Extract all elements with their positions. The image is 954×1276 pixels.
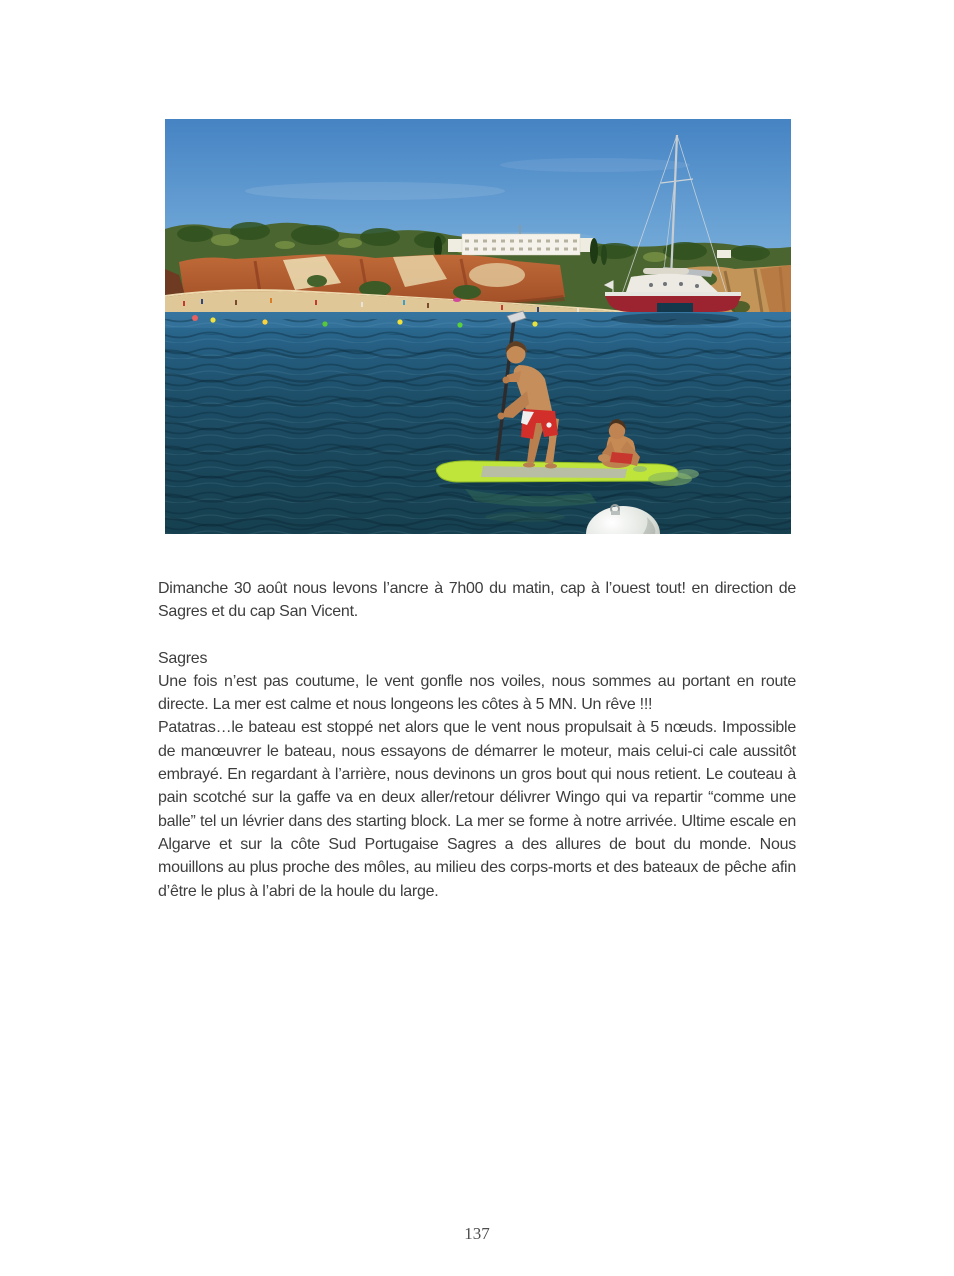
board-shadow [439, 481, 675, 491]
page-number: 137 [464, 1224, 490, 1243]
photo-paddleboard-bay [165, 119, 791, 534]
section-heading-sagres: Sagres [158, 649, 208, 667]
body-text [158, 577, 796, 903]
paragraph-patatras: Patatras…le bateau est stoppé net alors que le vent nous propulsait à 5 nœuds. Impossible de manœuvrer le bateau, nous essayons de démarrer le moteur, mais celui-ci cale aussitôt embrayé. En regardant à l’arrière, nous devinons un gros bout qui nous retient. Le couteau à pain scotché sur la gaffe va en deux aller/retour délivrer Wingo qui va repartir “comme une balle” tel un lévrier dans des starting block. La mer se forme à notre arrivée. Ultime escale en Algarve et sur la côte Sud Portugaise Sagres a des allures de bout du monde. Nous mouillons au plus proche des môles, au milieu des corps-morts et des bateaux de pêche afin d’être le plus à l’abri de la houle du large. [158, 719, 796, 900]
paragraph-intro: Dimanche 30 août nous levons l’ancre à 7h00 du matin, cap à l’ouest tout! en direction de Sagres et du cap San Vicent. [158, 580, 796, 621]
paragraph-sailing: Une fois n’est pas coutume, le vent gonfle nos voiles, nous sommes au portant en route directe. La mer est calme et nous longeons les côtes à 5 MN. Un rêve !!! [158, 672, 796, 714]
hillside-house [717, 250, 731, 258]
